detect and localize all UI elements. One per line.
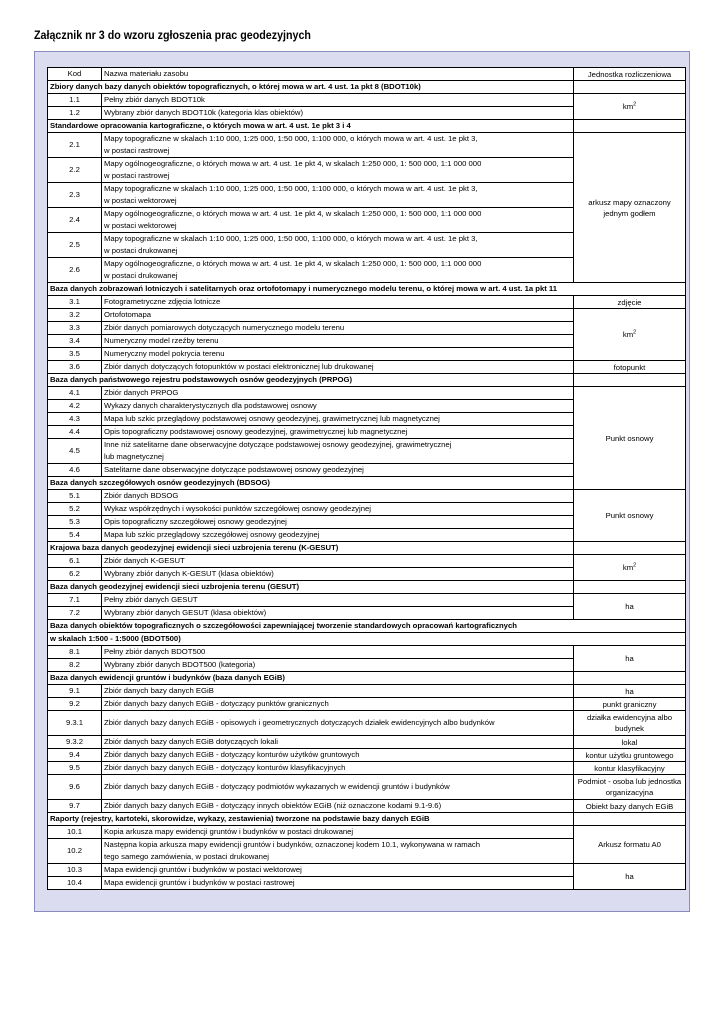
row-code: 8.2 [48, 659, 102, 672]
row-name: Mapy ogólnogeograficzne, o których mowa w art. 4 ust. 1e pkt 4, w skalach 1:250 000, 1: 500 000, 1:1 000 000 w postaci drukowanej [102, 258, 574, 283]
row-unit: Podmiot - osoba lub jednostka organizacyjna [574, 775, 686, 800]
section-title: Baza danych szczegółowych osnów geodezyjnych (BDSOG) [48, 477, 574, 490]
row-name: Fotogrametryczne zdjęcia lotnicze [102, 296, 574, 309]
section-title: Baza danych geodezyjnej ewidencji sieci uzbrojenia terenu (GESUT) [48, 581, 574, 594]
row-name: Ortofotomapa [102, 309, 574, 322]
table-row [48, 864, 686, 877]
table-row [48, 685, 686, 698]
row-name: Numeryczny model rzeźby terenu [102, 335, 574, 348]
row-name: Wykaz współrzędnych i wysokości punktów szczegółowej osnowy geodezyjnej [102, 503, 574, 516]
table-row [48, 361, 686, 374]
table-row [48, 762, 686, 775]
section-title: Raporty (rejestry, kartoteki, skorowidze, wykazy, zestawienia) tworzone na podstawie bazy danych EGiB [48, 813, 574, 826]
section-row [48, 633, 686, 646]
table-row [48, 711, 686, 736]
row-name: Kopia arkusza mapy ewidencji gruntów i budynków w postaci drukowanej [102, 826, 574, 839]
section-row [48, 542, 686, 555]
header-name: Nazwa materiału zasobu [102, 68, 574, 81]
table-row [48, 309, 686, 322]
row-unit: zdjęcie [574, 296, 686, 309]
row-name: Satelitarne dane obserwacyjne dotyczące podstawowej osnowy geodezyjnej [102, 464, 574, 477]
header-code: Kod [48, 68, 102, 81]
row-unit: $km^2$ [574, 94, 686, 120]
table-row [48, 698, 686, 711]
table-row [48, 94, 686, 107]
row-name: Następna kopia arkusza mapy ewidencji gruntów i budynków, oznaczonej kodem 10.1, wykonywana w ramach tego samego zamówienia, w postaci drukowanej [102, 839, 574, 864]
table-row [48, 490, 686, 503]
row-code: 7.1 [48, 594, 102, 607]
section-title: Baza danych państwowego rejestru podstawowych osnów geodezyjnych (PRPOG) [48, 374, 574, 387]
table-row [48, 387, 686, 400]
row-code: 7.2 [48, 607, 102, 620]
section-row [48, 581, 686, 594]
row-code: 5.1 [48, 490, 102, 503]
row-code: 4.5 [48, 439, 102, 464]
row-unit: Arkusz formatu A0 [574, 826, 686, 864]
row-code: 4.2 [48, 400, 102, 413]
row-code: 2.3 [48, 183, 102, 208]
row-name: Mapa ewidencji gruntów i budynków w postaci wektorowej [102, 864, 574, 877]
row-code: 3.3 [48, 322, 102, 335]
row-name: Zbiór danych K-GESUT [102, 555, 574, 568]
row-code: 4.4 [48, 426, 102, 439]
row-name: Mapa lub szkic przeglądowy szczegółowej osnowy geodezyjnej [102, 529, 574, 542]
row-unit: działka ewidencyjna albo budynek [574, 711, 686, 736]
row-code: 1.2 [48, 107, 102, 120]
row-code: 9.5 [48, 762, 102, 775]
row-code: 2.2 [48, 158, 102, 183]
table-row [48, 800, 686, 813]
row-code: 8.1 [48, 646, 102, 659]
row-unit: Obiekt bazy danych EGiB [574, 800, 686, 813]
row-name: Mapy ogólnogeograficzne, o których mowa w art. 4 ust. 1e pkt 4, w skalach 1:250 000, 1: 500 000, 1:1 000 000 w postaci wektorowej [102, 208, 574, 233]
row-code: 3.6 [48, 361, 102, 374]
row-unit: arkusz mapy oznaczony jednym godłem [574, 133, 686, 283]
row-name: Mapy topograficzne w skalach 1:10 000, 1:25 000, 1:50 000, 1:100 000, o których mowa w art. 4 ust. 1e pkt 3, w postaci wektorowej [102, 183, 574, 208]
row-code: 5.4 [48, 529, 102, 542]
row-code: 10.2 [48, 839, 102, 864]
row-name: Numeryczny model pokrycia terenu [102, 348, 574, 361]
row-unit: $km^2$ [574, 555, 686, 581]
row-code: 2.1 [48, 133, 102, 158]
table-row [48, 296, 686, 309]
row-name: Zbiór danych BDSOG [102, 490, 574, 503]
row-code: 10.4 [48, 877, 102, 890]
row-name: Inne niż satelitarne dane obserwacyjne dotyczące podstawowej osnowy geodezyjnej, grawimetrycznej lub magnetycznej [102, 439, 574, 464]
row-name: Pełny zbiór danych BDOT500 [102, 646, 574, 659]
row-code: 9.7 [48, 800, 102, 813]
section-row [48, 813, 686, 826]
row-name: Zbiór danych bazy danych EGiB - dotyczący innych obiektów EGiB (niż oznaczone kodami 9.1-9.6) [102, 800, 574, 813]
row-name: Pełny zbiór danych BDOT10k [102, 94, 574, 107]
row-code: 4.1 [48, 387, 102, 400]
row-code: 9.3.1 [48, 711, 102, 736]
row-code: 2.6 [48, 258, 102, 283]
row-unit: Punkt osnowy [574, 387, 686, 490]
row-unit: punkt graniczny [574, 698, 686, 711]
row-name: Opis topograficzny szczegółowej osnowy geodezyjnej [102, 516, 574, 529]
row-name: Zbiór danych PRPOG [102, 387, 574, 400]
row-code: 1.1 [48, 94, 102, 107]
row-unit: $km^2$ [574, 309, 686, 361]
row-name: Mapy ogólnogeograficzne, o których mowa w art. 4 ust. 1e pkt 4, w skalach 1:250 000, 1: 500 000, 1:1 000 000 w postaci rastrowej [102, 158, 574, 183]
section-row [48, 81, 686, 94]
section-title: Krajowa baza danych geodezyjnej ewidencji sieci uzbrojenia terenu (K-GESUT) [48, 542, 574, 555]
row-code: 3.1 [48, 296, 102, 309]
row-name: Zbiór danych bazy danych EGiB - dotyczący konturów użytków gruntowych [102, 749, 574, 762]
section-row [48, 283, 686, 296]
row-code: 2.5 [48, 233, 102, 258]
table-row [48, 749, 686, 762]
row-name: Wykazy danych charakterystycznych dla podstawowej osnowy [102, 400, 574, 413]
table-row [48, 826, 686, 839]
row-name: Mapy topograficzne w skalach 1:10 000, 1:25 000, 1:50 000, 1:100 000, o których mowa w art. 4 ust. 1e pkt 3, w postaci drukowanej [102, 233, 574, 258]
row-name: Pełny zbiór danych GESUT [102, 594, 574, 607]
row-code: 3.4 [48, 335, 102, 348]
section-row [48, 672, 686, 685]
row-name: Zbiór danych bazy danych EGiB - dotyczący podmiotów wykazanych w ewidencji gruntów i budynków [102, 775, 574, 800]
section-row [48, 120, 686, 133]
row-code: 5.3 [48, 516, 102, 529]
row-code: 4.3 [48, 413, 102, 426]
section-title-cont: w skalach 1:500 - 1:5000 (BDOT500) [48, 633, 686, 646]
row-unit: kontur klasyfikacyjny [574, 762, 686, 775]
materials-table [47, 67, 686, 890]
row-name: Mapy topograficzne w skalach 1:10 000, 1:25 000, 1:50 000, 1:100 000, o których mowa w art. 4 ust. 1e pkt 3, w postaci rastrowej [102, 133, 574, 158]
section-row [48, 374, 686, 387]
row-code: 3.5 [48, 348, 102, 361]
row-name: Zbiór danych bazy danych EGiB - opisowych i geometrycznych dotyczących działek ewidencyjnych albo budynków [102, 711, 574, 736]
row-name: Mapa ewidencji gruntów i budynków w postaci rastrowej [102, 877, 574, 890]
row-code: 6.2 [48, 568, 102, 581]
row-name: Wybrany zbiór danych BDOT500 (kategoria) [102, 659, 574, 672]
table-row [48, 775, 686, 800]
table-row [48, 133, 686, 158]
row-unit: lokal [574, 736, 686, 749]
section-row [48, 620, 686, 633]
table-row [48, 594, 686, 607]
row-name: Wybrany zbiór danych K-GESUT (klasa obiektów) [102, 568, 574, 581]
row-code: 10.3 [48, 864, 102, 877]
row-code: 3.2 [48, 309, 102, 322]
row-name: Wybrany zbiór danych BDOT10k (kategoria klas obiektów) [102, 107, 574, 120]
row-name: Zbiór danych dotyczących fotopunktów w postaci elektronicznej lub drukowanej [102, 361, 574, 374]
row-code: 10.1 [48, 826, 102, 839]
row-unit: kontur użytku gruntowego [574, 749, 686, 762]
row-name: Zbiór danych bazy danych EGiB [102, 685, 574, 698]
row-code: 9.1 [48, 685, 102, 698]
table-row [48, 646, 686, 659]
row-unit: Punkt osnowy [574, 490, 686, 542]
section-title: Standardowe opracowania kartograficzne, o których mowa w art. 4 ust. 1e pkt 3 i 4 [48, 120, 574, 133]
row-name: Zbiór danych bazy danych EGiB - dotyczący punktów granicznych [102, 698, 574, 711]
row-code: 6.1 [48, 555, 102, 568]
row-code: 2.4 [48, 208, 102, 233]
row-code: 4.6 [48, 464, 102, 477]
row-unit: ha [574, 594, 686, 620]
row-code: 9.3.2 [48, 736, 102, 749]
row-code: 9.4 [48, 749, 102, 762]
row-unit: fotopunkt [574, 361, 686, 374]
row-name: Zbiór danych bazy danych EGiB dotyczących lokali [102, 736, 574, 749]
table-row [48, 555, 686, 568]
row-name: Mapa lub szkic przeglądowy podstawowej osnowy geodezyjnej, grawimetrycznej lub magnetycznej [102, 413, 574, 426]
section-title: Zbiory danych bazy danych obiektów topograficznych, o której mowa w art. 4 ust. 1a pkt 8 (BDOT10k) [48, 81, 574, 94]
row-name: Opis topograficzny podstawowej osnowy geodezyjnej, grawimetrycznej lub magnetycznej [102, 426, 574, 439]
section-title: Baza danych zobrazowań lotniczych i satelitarnych oraz ortofotomapy i numerycznego modelu terenu, o której mowa w art. 4 ust. 1a pkt 11 [48, 283, 686, 296]
section-title: Baza danych obiektów topograficznych o szczegółowości zapewniającej tworzenie standardowych opracowań kartograficznych [48, 620, 686, 633]
row-unit: ha [574, 646, 686, 672]
row-name: Wybrany zbiór danych GESUT (klasa obiektów) [102, 607, 574, 620]
row-code: 9.6 [48, 775, 102, 800]
row-name: Zbiór danych bazy danych EGiB - dotyczący konturów klasyfikacyjnych [102, 762, 574, 775]
row-code: 5.2 [48, 503, 102, 516]
row-code: 9.2 [48, 698, 102, 711]
row-name: Zbiór danych pomiarowych dotyczących numerycznego modelu terenu [102, 322, 574, 335]
header-unit: Jednostka rozliczeniowa [574, 68, 686, 81]
row-unit: ha [574, 685, 686, 698]
row-unit: ha [574, 864, 686, 890]
table-header-row [48, 68, 686, 81]
table-row [48, 736, 686, 749]
section-title: Baza danych ewidencji gruntów i budynków (baza danych EGiB) [48, 672, 574, 685]
document-title: Załącznik nr 3 do wzoru zgłoszenia prac geodezyjnych [34, 30, 311, 42]
